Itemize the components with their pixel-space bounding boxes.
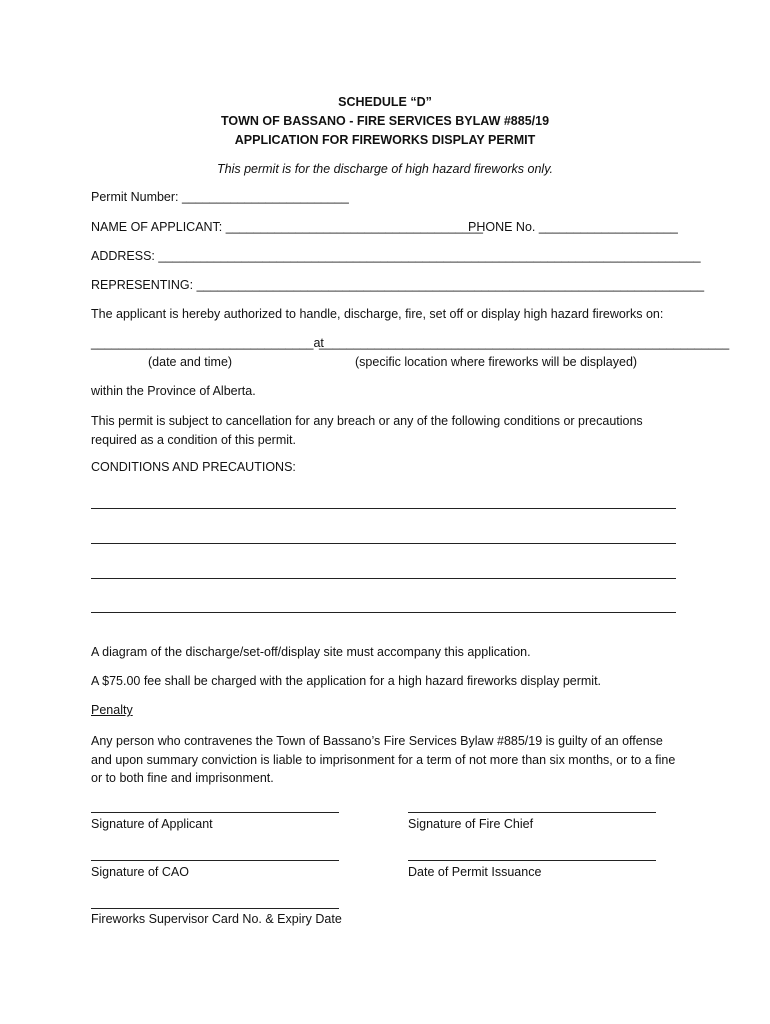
address-field: ADDRESS: ______________________________________________________________________________ bbox=[91, 249, 701, 263]
issuance-date-label: Date of Permit Issuance bbox=[408, 865, 542, 879]
applicant-signature-label: Signature of Applicant bbox=[91, 817, 213, 831]
conditions-line-3 bbox=[91, 578, 676, 579]
conditions-line-4 bbox=[91, 612, 676, 613]
conditions-heading: CONDITIONS AND PRECAUTIONS: bbox=[91, 460, 296, 474]
supervisor-card-label: Fireworks Supervisor Card No. & Expiry Date bbox=[91, 912, 342, 926]
cao-signature-line bbox=[91, 860, 339, 861]
form-title: APPLICATION FOR FIREWORKS DISPLAY PERMIT bbox=[234, 133, 536, 147]
permit-number-field: Permit Number: ________________________ bbox=[91, 190, 349, 204]
representing-field: REPRESENTING: _________________________________________________________________________ bbox=[91, 278, 705, 292]
fire-chief-signature-line bbox=[408, 812, 656, 813]
schedule-label: SCHEDULE “D” bbox=[338, 95, 432, 109]
form-subtitle: This permit is for the discharge of high hazard fireworks only. bbox=[216, 162, 554, 176]
issuance-date-line bbox=[408, 860, 656, 861]
applicant-signature-line bbox=[91, 812, 339, 813]
province-text: within the Province of Alberta. bbox=[91, 384, 256, 398]
cao-signature-label: Signature of CAO bbox=[91, 865, 189, 879]
conditions-line-2 bbox=[91, 543, 676, 544]
conditions-line-1 bbox=[91, 508, 676, 509]
date-time-blank: ________________________________at bbox=[91, 336, 324, 350]
diagram-note: A diagram of the discharge/set-off/display site must accompany this application. bbox=[91, 645, 531, 659]
applicant-name-field: NAME OF APPLICANT: _____________________________________ bbox=[91, 220, 483, 234]
cancellation-text: This permit is subject to cancellation for any breach or any of the following conditions or precautions required as a condition of this permit. bbox=[91, 414, 643, 447]
penalty-heading: Penalty bbox=[91, 703, 133, 717]
authorization-text: The applicant is hereby authorized to handle, discharge, fire, set off or display high hazard fireworks on: bbox=[91, 307, 664, 321]
date-time-caption: (date and time) bbox=[148, 355, 233, 369]
penalty-text: Any person who contravenes the Town of Bassano’s Fire Services Bylaw #885/19 is guilty of an offense and upon summary conviction is liable to imprisonment for a term of not more than six months, or to a fine or to both fine and imprisonment. bbox=[91, 734, 676, 785]
bylaw-title: TOWN OF BASSANO - FIRE SERVICES BYLAW #885/19 bbox=[220, 114, 550, 128]
fire-chief-signature-label: Signature of Fire Chief bbox=[408, 817, 534, 831]
fee-note: A $75.00 fee shall be charged with the application for a high hazard fireworks display permit. bbox=[91, 674, 602, 688]
location-blank: ___________________________________________________________ bbox=[319, 336, 730, 350]
phone-field: PHONE No. ____________________ bbox=[468, 220, 678, 234]
location-caption: (specific location where fireworks will be displayed) bbox=[355, 355, 638, 369]
supervisor-card-line bbox=[91, 908, 339, 909]
